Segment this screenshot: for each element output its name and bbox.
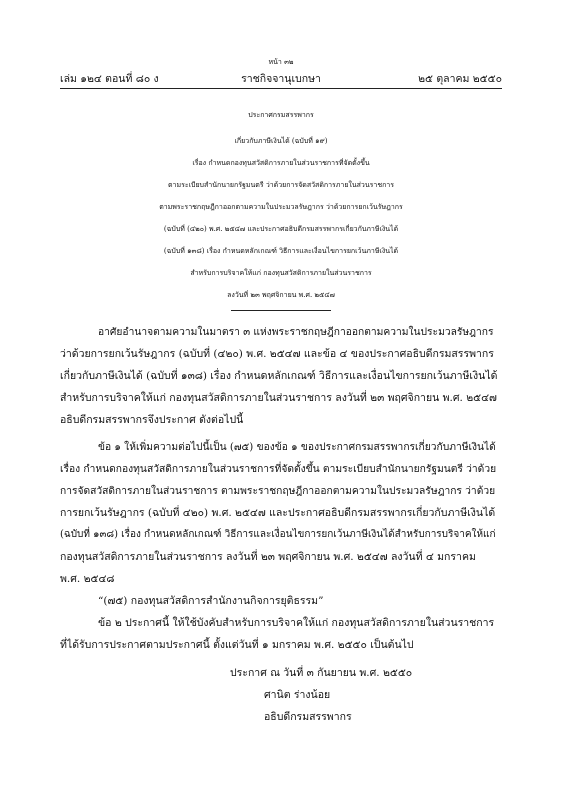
- clause-2-line: ข้อ ๒ ประกาศนี้ ให้ใช้บังคับสำหรับการบริจาคให้แก่ กองทุนสวัสดิการภายในส่วนราชการ: [98, 617, 495, 629]
- subtitle-line: เรื่อง กำหนดกองทุนสวัสดิการภายในส่วนราชการที่จัดตั้งขึ้น: [192, 159, 370, 167]
- clause-1-line: การยกเว้นรัษฎากร (ฉบับที่ ๔๒๐) พ.ศ. ๒๕๔๗ และประกาศอธิบดีกรมสรรพากรเกี่ยวกับภาษีเงินได้: [60, 507, 496, 519]
- subtitle-line: ตามพระราชกฤษฎีกาออกตามความในประมวลรัษฎากร ว่าด้วยการยกเว้นรัษฎากร: [159, 203, 403, 211]
- clause-1-line: ข้อ ๑ ให้เพิ่มความต่อไปนี้เป็น (๗๕) ของข้อ ๑ ของประกาศกรมสรรพากรเกี่ยวกับภาษีเงินได้: [98, 441, 496, 453]
- signer-position: อธิบดีกรมสรรพากร: [264, 711, 352, 723]
- gazette-date: ๒๕ ตุลาคม ๒๕๕๐: [418, 73, 502, 85]
- title-separator: [231, 310, 331, 311]
- body-line: เกี่ยวกับภาษีเงินได้ (ฉบับที่ ๑๓๘) เรื่อง กำหนดหลักเกณฑ์ วิธีการและเงื่อนไขการยกเว้นภาษีเงินได้: [60, 370, 498, 382]
- signature-date: ประกาศ ณ วันที่ ๓ กันยายน พ.ศ. ๒๕๕๐: [230, 667, 413, 679]
- body-line: อธิบดีกรมสรรพากรจึงประกาศ ดังต่อไปนี้: [60, 414, 244, 426]
- subtitle-line: ลงวันที่ ๒๓ พฤศจิกายน พ.ศ. ๒๕๔๗: [227, 291, 335, 299]
- clause-1-line: การจัดสวัสดิการภายในส่วนราชการ ตามพระราชกฤษฎีกาออกตามความในประมวลรัษฎากร ว่าด้วย: [60, 485, 496, 497]
- body-line: ว่าด้วยการยกเว้นรัษฎากร (ฉบับที่ (๔๒๐) พ.ศ. ๒๕๔๗ และข้อ ๔ ของประกาศอธิบดีกรมสรรพากร: [60, 348, 494, 360]
- clause-1-line: (ฉบับที่ ๑๓๘) เรื่อง กำหนดหลักเกณฑ์ วิธีการและเงื่อนไขการยกเว้นภาษีเงินได้สำหรับการบริจาคให้แก่: [60, 529, 496, 540]
- clause-1-line: เรื่อง กำหนดกองทุนสวัสดิการภายในส่วนราชการที่จัดตั้งขึ้น ตามระเบียบสำนักนายกรัฐมนตรี ว่าด้วย: [60, 463, 497, 475]
- subtitle-line: สำหรับการบริจาคให้แก่ กองทุนสวัสดิการภายในส่วนราชการ: [190, 269, 372, 277]
- body-line: อาศัยอำนาจตามความในมาตรา ๓ แห่งพระราชกฤษฎีกาออกตามความในประมวลรัษฎากร: [98, 326, 494, 338]
- clause-2-line: ที่ได้รับการประกาศตามประกาศนี้ ตั้งแต่วันที่ ๑ มกราคม พ.ศ. ๒๕๕๐ เป็นต้นไป: [60, 639, 414, 651]
- page-title: ประกาศกรมสรรพากร: [248, 111, 314, 119]
- signer-name: ศานิต ร่างน้อย: [264, 689, 331, 701]
- body-line: สำหรับการบริจาคให้แก่ กองทุนสวัสดิการภายในส่วนราชการ ลงวันที่ ๒๓ พฤศจิกายน พ.ศ. ๒๕๔๗: [60, 392, 497, 404]
- subtitle-line: ตามระเบียบสำนักนายกรัฐมนตรี ว่าด้วยการจัดสวัสดิการภายในส่วนราชการ: [168, 181, 394, 189]
- clause-1-line: พ.ศ. ๒๕๔๘: [60, 573, 115, 585]
- subtitle-line: เกี่ยวกับภาษีเงินได้ (ฉบับที่ ๑๙): [234, 137, 328, 145]
- subtitle-line: (ฉบับที่ (๔๒๐) พ.ศ. ๒๕๔๗ และประกาศอธิบดีกรมสรรพากรเกี่ยวกับภาษีเงินได้: [163, 225, 399, 233]
- volume-number: เล่ม ๑๒๔ ตอนที่ ๘๐ ง: [60, 73, 159, 85]
- clause-1-quote: “(๗๕) กองทุนสวัสดิการสำนักงานกิจการยุติธรรม”: [98, 595, 324, 607]
- clause-1-line: กองทุนสวัสดิการภายในส่วนราชการ ลงวันที่ ๒๓ พฤศจิกายน พ.ศ. ๒๕๔๗ ลงวันที่ ๔ มกราคม: [60, 551, 476, 563]
- header-rule: [60, 88, 502, 89]
- page-number: หน้า ๓๒: [268, 58, 294, 66]
- gazette-name: ราชกิจจานุเบกษา: [241, 73, 321, 85]
- subtitle-line: (ฉบับที่ ๑๓๘) เรื่อง กำหนดหลักเกณฑ์ วิธีการและเงื่อนไขการยกเว้นภาษีเงินได้: [163, 247, 399, 255]
